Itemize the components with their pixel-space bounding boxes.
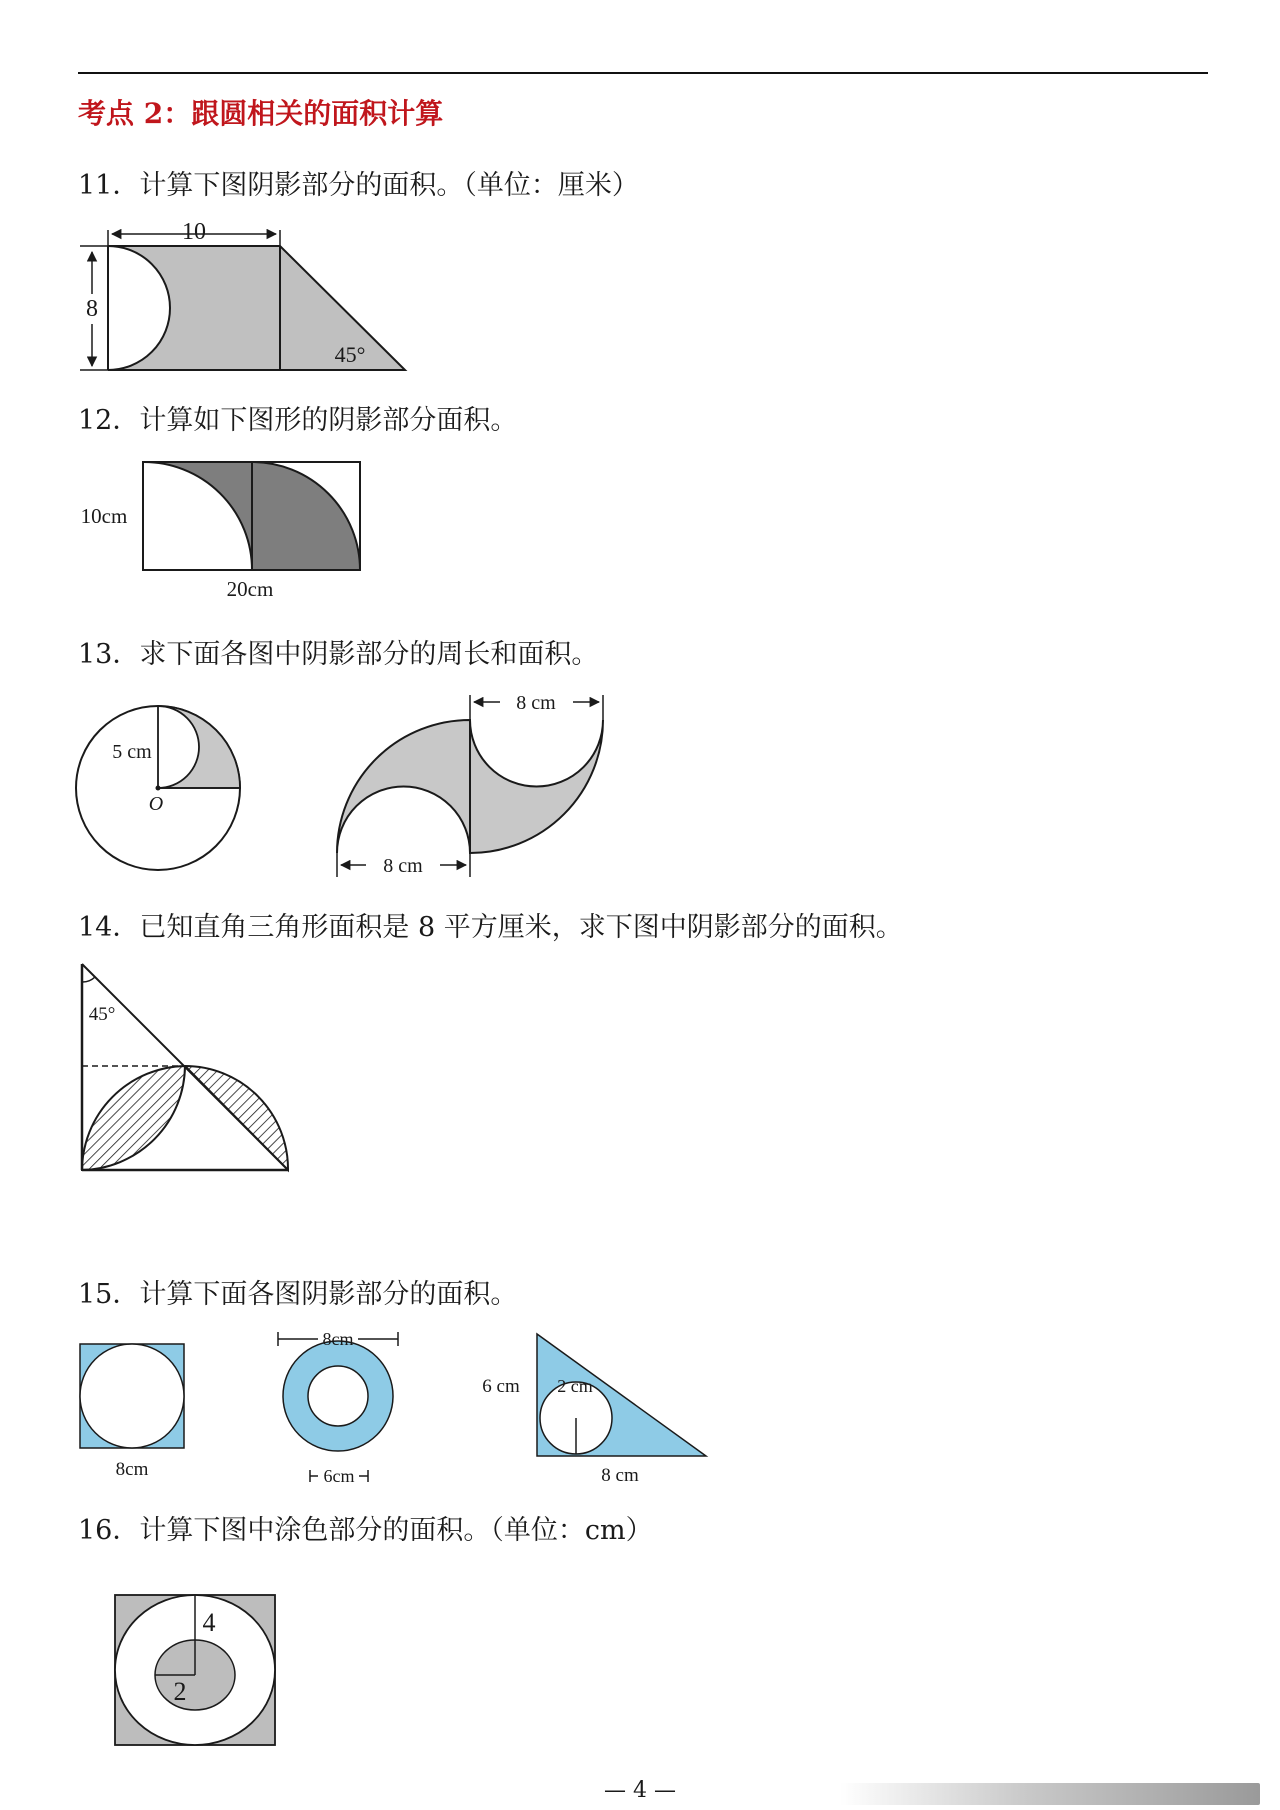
question-16: 16．计算下图中涂色部分的面积。（单位：cm） (78, 1515, 653, 1546)
question-12: 12．计算如下图形的阴影部分面积。 (78, 405, 518, 436)
label-tri-radius-2cm: 2 cm (557, 1376, 593, 1396)
question-15: 15．计算下面各图阴影部分的面积。 (78, 1279, 518, 1310)
question-11: 11．计算下图阴影部分的面积。（单位：厘米） (78, 170, 639, 201)
scan-artifact-bar (840, 1783, 1260, 1805)
label-center-O: O (148, 793, 164, 815)
label-top-10: 10 (182, 219, 206, 245)
label-tri-height-6cm: 6 cm (482, 1376, 520, 1397)
label-angle-45: 45° (334, 342, 366, 367)
label-height-10cm: 10cm (80, 504, 128, 528)
label-bottom-8cm: 8 cm (383, 855, 423, 877)
label-top-8cm: 8 cm (516, 692, 556, 714)
figure-16 (110, 1590, 285, 1750)
label-side-8: 8 (86, 296, 98, 322)
header-rule (78, 72, 1208, 74)
figure-11 (78, 210, 418, 380)
section-title: 考点 2：跟圆相关的面积计算 (78, 97, 444, 130)
question-13: 13．求下面各图中阴影部分的周长和面积。 (78, 639, 599, 670)
label-angle-45: 45° (88, 1004, 116, 1025)
label-inner-6cm: 6cm (323, 1466, 355, 1486)
label-width-20cm: 20cm (226, 577, 274, 601)
question-14: 14．已知直角三角形面积是 8 平方厘米，求下图中阴影部分的面积。 (78, 912, 903, 943)
label-radius-5cm: 5 cm (112, 741, 152, 763)
figure-14 (70, 960, 300, 1180)
figure-15 (60, 1322, 740, 1486)
figure-13 (70, 685, 630, 885)
page-number: — 4 — (604, 1778, 676, 1803)
figure-12 (78, 458, 398, 608)
label-outer-4: 4 (202, 1608, 216, 1637)
label-square-8cm: 8cm (115, 1459, 149, 1480)
label-inner-2: 2 (173, 1677, 187, 1706)
label-tri-base-8cm: 8 cm (601, 1465, 639, 1486)
label-outer-8cm: 8cm (322, 1329, 354, 1349)
